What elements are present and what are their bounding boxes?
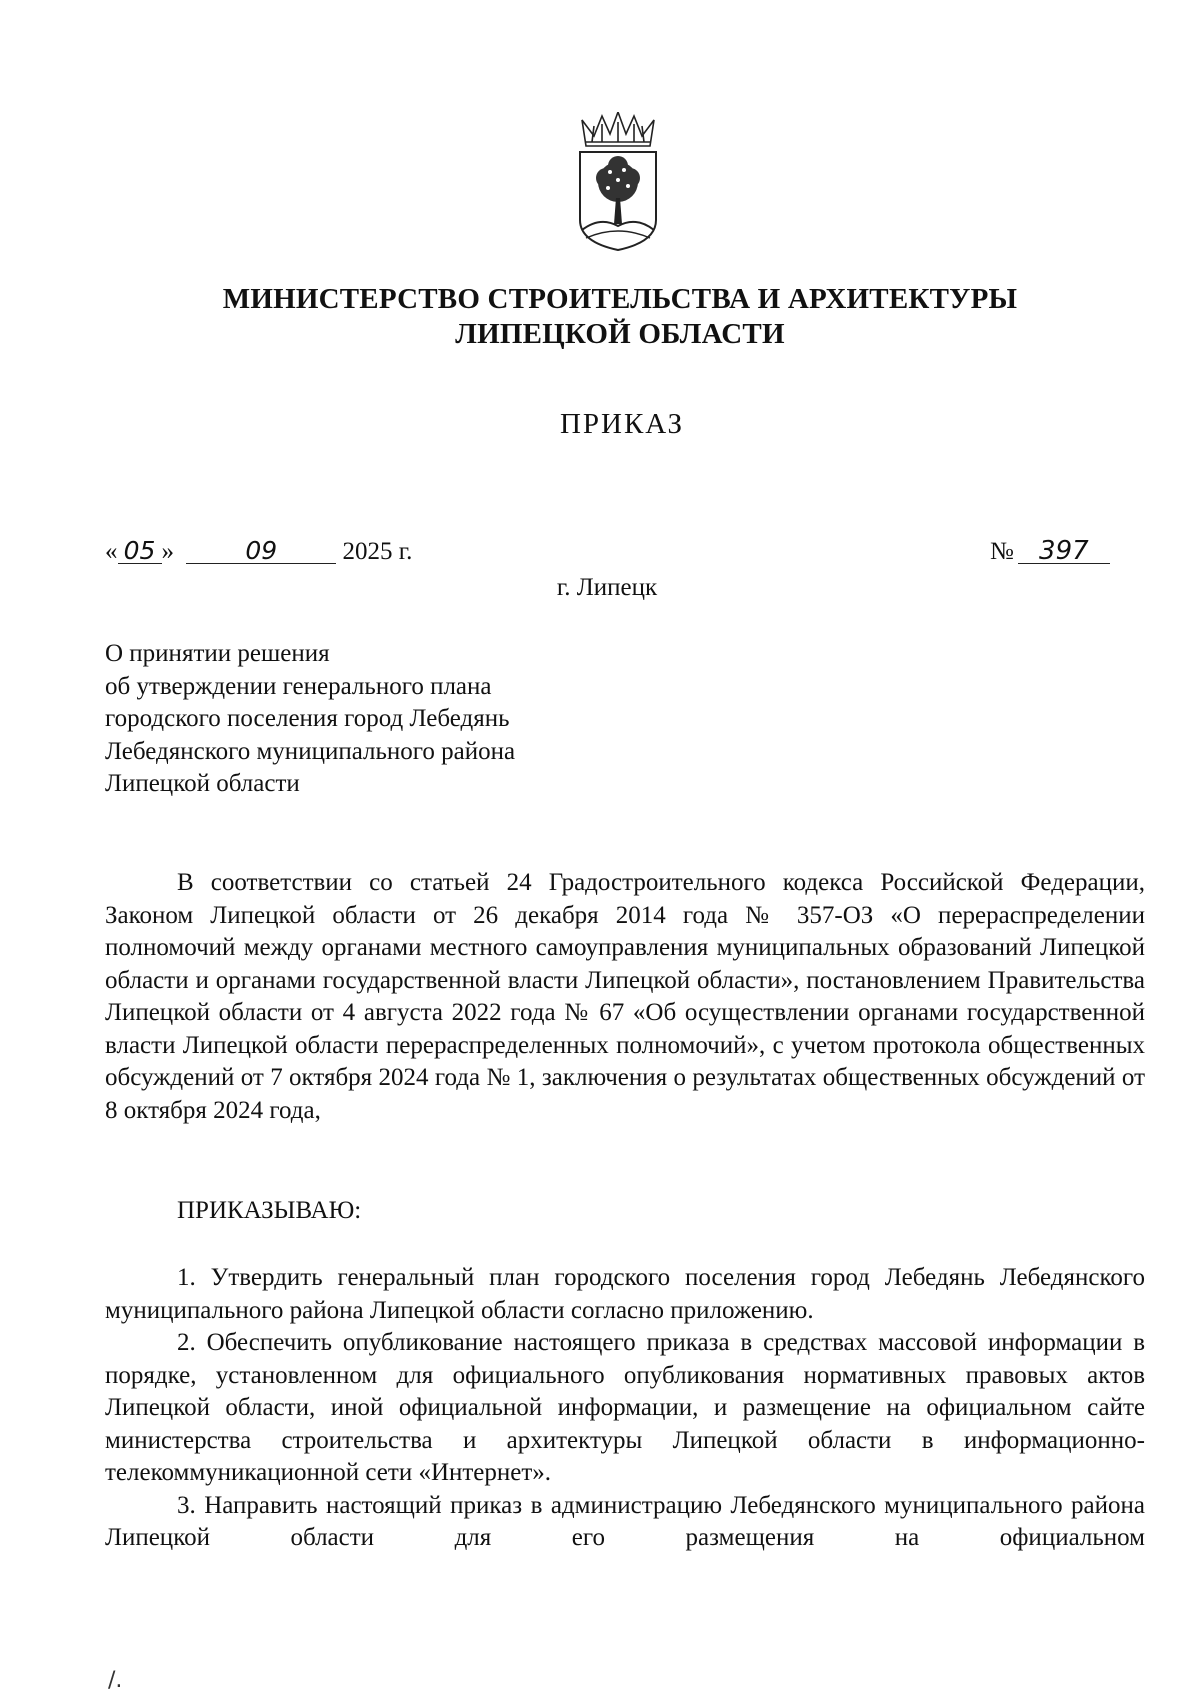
order-item: 1. Утвердить генеральный план городского поселения город Лебедянь Лебедянского муниципального района Липецкой области согласно приложению. <box>105 1264 1145 1324</box>
subject-line: об утверждении генерального плана <box>105 672 492 700</box>
order-item: 2. Обеспечить опубликование настоящего приказа в средствах массовой информации в порядке, установленном для официального опубликования нормативных правовых актов Липецкой области, иной официальной информации, и размещение на официальном сайте министерства строительства и архитектуры Липецкой области в информационно-телекоммуникационной сети «Интернет». <box>105 1329 1145 1486</box>
document-type: ПРИКАЗ <box>559 408 685 440</box>
subject-line: Липецкой области <box>105 770 300 797</box>
ministry-name-line2: ЛИПЕЦКОЙ ОБЛАСТИ <box>455 318 785 350</box>
subject-line: О принятии решения <box>105 640 330 667</box>
order-heading: ПРИКАЗЫВАЮ: <box>177 1197 362 1224</box>
subject-line: городского поселения город Лебедянь <box>105 705 510 732</box>
document-date <box>105 538 412 566</box>
date-day: 05 <box>118 539 162 564</box>
document-number <box>990 538 1110 566</box>
date-close-quote: » <box>161 538 174 565</box>
number-label: № <box>990 538 1014 565</box>
order-item: 3. Направить настоящий приказ в администрацию Лебедянского муниципального района Липецкой области для его размещения на официальном <box>105 1491 1145 1551</box>
page-corner-mark: /. <box>108 1668 123 1693</box>
document-subject <box>105 638 515 801</box>
date-month: 09 <box>186 539 336 564</box>
number-value: 397 <box>1018 539 1110 564</box>
ministry-name-line1: МИНИСТЕРСТВО СТРОИТЕЛЬСТВА И АРХИТЕКТУРЫ <box>222 283 1018 315</box>
subject-line: Лебедянского муниципального района <box>105 737 516 765</box>
preamble-paragraph: В соответствии со статьей 24 Градостроительного кодекса Российской Федерации, Законом Липецкой области от 26 декабря 2014 года № 357-ОЗ «О перераспределении полномочий между органами местного самоуправления муниципальных образований Липецкой области и органами государственной власти Липецкой области», постановлением Правительства Липецкой области от 4 августа 2022 года № 67 «Об осуществлении органами государственной власти Липецкой области перераспределенных полномочий», с учетом протокола общественных обсуждений от 7 октября 2024 года № 1, заключения о результатах общественных обсуждений от 8 октября 2024 года, <box>105 869 1145 1124</box>
date-year: 2025 г. <box>342 538 413 565</box>
lipetsk-coat-of-arms-icon <box>576 112 660 252</box>
order-items <box>105 1262 1145 1555</box>
document-city: г. Липецк <box>556 574 658 601</box>
date-open-quote: « <box>105 538 118 565</box>
